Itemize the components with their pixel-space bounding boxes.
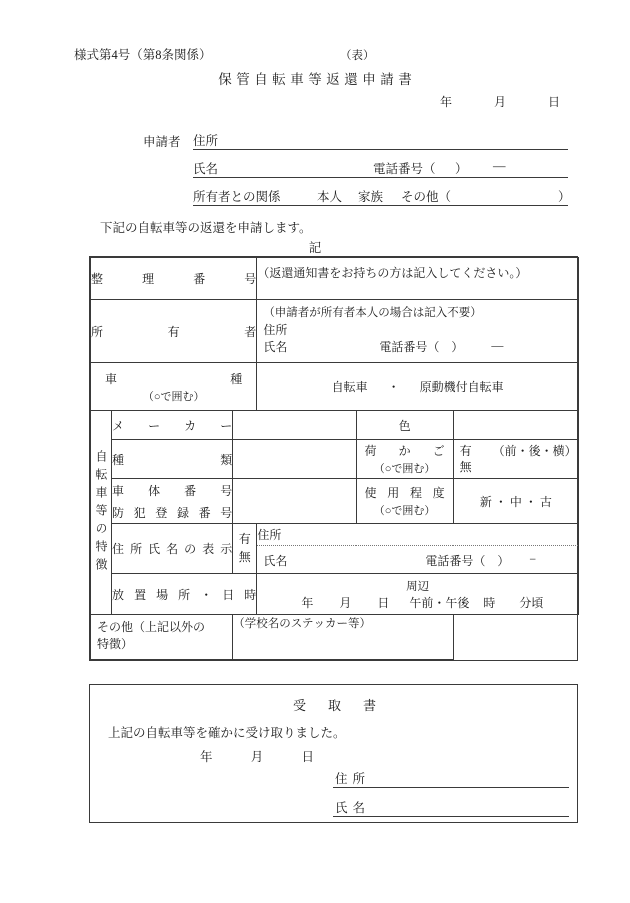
other-value-cell[interactable]	[233, 615, 453, 660]
vehicle-type-sub: （○で囲む）	[142, 390, 205, 403]
relation-label: 所有者との関係	[193, 190, 281, 204]
color-label: 色	[356, 411, 453, 440]
receipt-name-label: 氏名	[335, 801, 371, 815]
usage-level-sub: （○で囲む）	[373, 505, 436, 517]
table-row-abandoned	[91, 574, 579, 615]
applicant-phone-close: ）	[455, 162, 468, 176]
name-display-address-cell[interactable]	[257, 524, 579, 546]
features-vertical-label	[91, 411, 112, 615]
table-row-kind-basket	[91, 440, 579, 479]
vehicle-option-separator: ・	[387, 380, 400, 394]
applicant-name-label: 氏名	[193, 162, 219, 176]
owner-label: 所有者	[91, 300, 257, 363]
basket-no[interactable]: 無	[459, 460, 472, 474]
receipt-day: 日	[301, 750, 315, 764]
crime-reg-number-value-cell[interactable]	[233, 501, 356, 524]
owner-details-cell[interactable]	[257, 300, 579, 363]
relation-option-self[interactable]: 本人	[317, 190, 343, 204]
other-note: （学校名のステッカー等）	[233, 618, 372, 630]
name-display-name-label: 氏名	[263, 554, 288, 568]
owner-note: （申請者が所有者本人の場合は記入不要）	[263, 307, 482, 319]
form-number: 様式第4号（第8条関係）	[74, 48, 212, 62]
intro-sentence: 下記の自転車等の返還を申請します。	[100, 221, 312, 235]
relation-option-other[interactable]: その他（	[401, 190, 452, 204]
vehicle-details-table	[89, 256, 578, 661]
abandoned-value-cell[interactable]	[257, 574, 579, 615]
receipt-address-field[interactable]	[333, 769, 569, 788]
applicant-address-label: 住所	[193, 134, 219, 148]
submission-date-line	[440, 93, 560, 110]
control-number-label: 整理番号	[91, 258, 257, 300]
basket-options-cell[interactable]	[453, 440, 578, 479]
owner-phone-close: ）	[451, 340, 464, 354]
frame-number-value-cell[interactable]	[233, 479, 356, 502]
abandoned-month: 月	[339, 596, 352, 610]
receipt-address-label: 住所	[335, 772, 371, 786]
ki-label: 記	[308, 241, 322, 255]
receipt-month: 月	[250, 750, 264, 764]
table-row-owner	[91, 300, 579, 363]
basket-label: 荷かご	[364, 444, 445, 458]
features-vertical-text: 自転車等の特徴	[94, 449, 109, 576]
name-display-address-label: 住所	[257, 528, 282, 542]
receipt-name-field[interactable]	[333, 798, 569, 817]
table-row-other	[91, 615, 579, 660]
receipt-sentence: 上記の自転車等を確かに受け取りました。	[108, 726, 346, 740]
applicant-label: 申請者	[143, 135, 181, 149]
vehicle-type-options-cell[interactable]	[257, 363, 579, 411]
date-day-label: 日	[548, 95, 561, 109]
usage-level-options[interactable]: 新 ・ 中 ・ 古	[453, 479, 578, 524]
owner-address-label: 住所	[263, 323, 288, 337]
abandoned-vicinity: 周辺	[406, 581, 430, 593]
basket-label-cell	[356, 440, 453, 479]
control-number-note[interactable]: （返還通知書をお持ちの方は記入してください。）	[257, 258, 579, 300]
name-display-phone-close: ）	[497, 554, 510, 568]
table-row-frame-number	[91, 479, 579, 502]
applicant-name-field[interactable]	[193, 159, 568, 178]
owner-name-label: 氏名	[263, 340, 288, 354]
name-display-yes[interactable]: 有	[238, 532, 251, 547]
applicant-phone-dash: —	[493, 159, 506, 173]
vehicle-option-bicycle[interactable]: 自転車	[331, 380, 368, 394]
other-label-cell	[91, 615, 233, 660]
name-display-phone-dash: −	[529, 552, 537, 566]
basket-yes[interactable]: 有	[459, 444, 472, 458]
abandoned-year: 年	[301, 596, 314, 610]
receipt-date-line	[200, 747, 314, 765]
relation-option-family[interactable]: 家族	[358, 190, 384, 204]
other-label-line1: その他（上記以外の	[97, 620, 206, 634]
maker-value-cell[interactable]	[233, 411, 356, 440]
other-label-line2: 特徴）	[97, 637, 134, 651]
color-value-cell[interactable]	[453, 411, 578, 440]
abandoned-hour: 時	[483, 596, 496, 610]
receipt-box	[89, 684, 578, 823]
table-row-name-display-address	[91, 524, 579, 546]
usage-level-label-cell	[356, 479, 453, 524]
abandoned-label: 放置場所・日時	[112, 574, 257, 615]
crime-reg-number-label: 防犯登録番号	[112, 501, 233, 524]
abandoned-day: 日	[377, 596, 390, 610]
kind-label: 種類	[112, 440, 233, 479]
vehicle-type-label: 車種	[105, 371, 243, 386]
owner-phone-dash: —	[491, 338, 504, 352]
owner-phone-label: 電話番号（	[379, 340, 440, 354]
name-display-label: 住所氏名の表示	[112, 524, 233, 574]
abandoned-minute: 分頃	[519, 596, 544, 610]
receipt-year: 年	[200, 750, 213, 764]
side-marker: （表）	[340, 50, 375, 62]
table-row-vehicle-type	[91, 363, 579, 411]
name-display-no[interactable]: 無	[238, 549, 251, 564]
vehicle-option-moped[interactable]: 原動機付自転車	[419, 380, 504, 394]
applicant-phone-label: 電話番号（	[373, 162, 436, 176]
name-display-yesno-cell[interactable]	[233, 524, 257, 574]
basket-position-options[interactable]: （前・後・横）	[492, 444, 577, 458]
abandoned-ampm[interactable]: 午前・午後	[409, 596, 470, 610]
vehicle-type-label-cell	[91, 363, 257, 411]
page-title: 保管自転車等返還申請書	[218, 72, 417, 87]
basket-sub: （○で囲む）	[373, 463, 436, 475]
applicant-relation-field[interactable]	[193, 187, 571, 206]
kind-value-cell[interactable]	[233, 440, 356, 479]
receipt-title: 受取書	[292, 698, 398, 713]
relation-other-close: ）	[558, 190, 571, 204]
date-month-label: 月	[494, 95, 507, 109]
table-row-maker-color	[91, 411, 579, 440]
table-row-control-number	[91, 258, 579, 300]
name-display-phone-label: 電話番号（	[425, 554, 486, 568]
name-display-name-cell[interactable]	[257, 546, 579, 574]
maker-label: メーカー	[112, 411, 233, 440]
usage-level-label: 使用程度	[364, 486, 445, 500]
date-year-label: 年	[440, 95, 453, 109]
applicant-address-field[interactable]	[193, 131, 568, 150]
frame-number-label: 車体番号	[112, 479, 233, 502]
